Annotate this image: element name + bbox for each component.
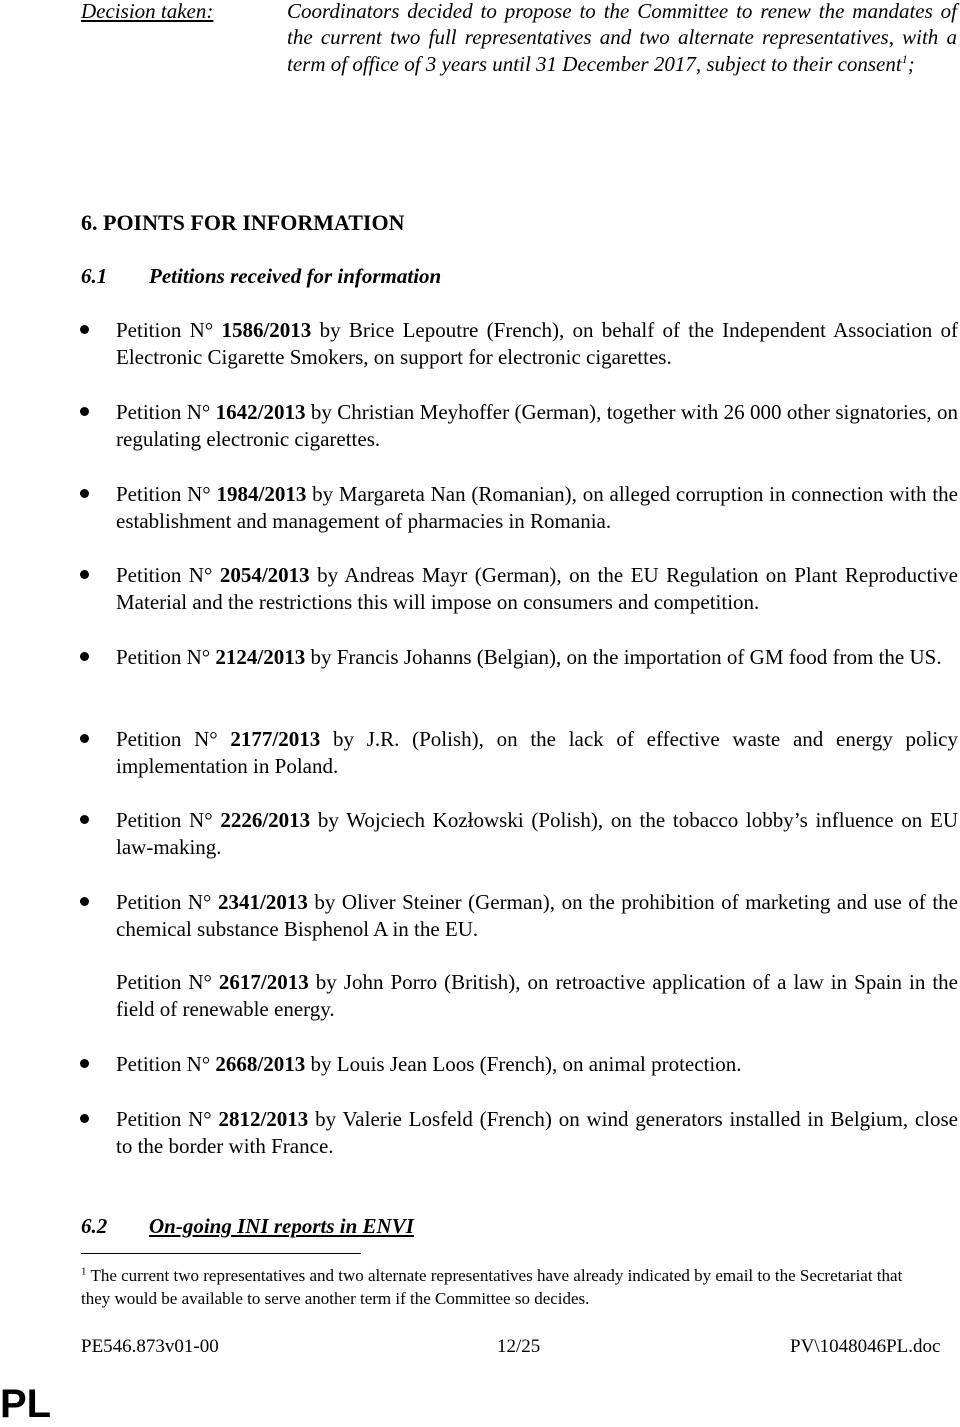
petition-prefix: Petition N° [116,318,222,342]
petition-number: 2226/2013 [220,808,311,832]
footer-document-reference: PE546.873v01-00 [81,1336,219,1357]
decision-text [287,0,957,77]
petition-number: 2054/2013 [219,563,310,587]
petition-prefix: Petition N° [116,890,218,914]
petition-item [116,1051,958,1078]
petition-text: by Brice Lepoutre (French), on behalf of the Independent Association of Electronic Cigarette Smokers, on support for electronic cigarettes. [116,318,958,370]
bullet [80,407,89,416]
bullet [80,652,89,661]
section-title: Petitions received for information [149,264,442,288]
petition-item [116,969,958,1024]
language-code: PL [0,1382,52,1426]
petition-number: 1642/2013 [215,400,306,424]
decision-end: ; [907,51,915,76]
petition-text: by Christian Meyhoffer (German), together with 26 000 other signatories, on regulating electronic cigarettes. [116,400,958,452]
footnote-text: The current two representatives and two alternate representatives have already indicated by email to the Secretariat that they would be available to serve another term if the Committee so decides. [81,1266,903,1308]
footer-file-name: PV\1048046PL.doc [790,1336,941,1357]
petition-number: 1586/2013 [221,318,312,342]
petition-item [116,481,958,536]
petition-prefix: Petition N° [116,808,221,832]
petition-text: by Francis Johanns (Belgian), on the importation of GM food from the US. [305,645,942,669]
petition-prefix: Petition N° [116,645,216,669]
bullet [80,1114,89,1123]
footnote-divider [81,1253,361,1254]
petition-item [116,1106,958,1161]
petition-number: 2124/2013 [215,645,306,669]
petition-item [116,807,958,862]
petition-number: 2812/2013 [218,1107,309,1131]
bullet [80,325,89,334]
petition-number: 1984/2013 [216,482,307,506]
footnote [81,1264,921,1310]
petition-number: 2617/2013 [218,970,309,994]
petition-item [116,889,958,944]
petition-number: 2668/2013 [215,1052,306,1076]
petition-item [116,562,958,617]
decision-body: Coordinators decided to propose to the Committee to renew the mandates of the current two full representatives and two alternate representatives, with a term of office of 3 years until 31 December 2017, subject to their consent [287,0,957,76]
petition-prefix: Petition N° [116,727,231,751]
petition-text: by Wojciech Kozłowski (Polish), on the tobacco lobby’s influence on EU law-making. [116,808,958,860]
petition-prefix: Petition N° [116,400,216,424]
section-6-1-heading [81,262,441,290]
footnote-mark: 1 [81,1265,87,1278]
footnote-reference[interactable]: 1 [901,51,908,66]
bullet [80,815,89,824]
section-title: On-going INI reports in ENVI [149,1214,414,1238]
petition-item [116,399,958,454]
petition-text: by Valerie Losfeld (French) on wind generators installed in Belgium, close to the border with France. [116,1107,959,1159]
petition-number: 2177/2013 [230,727,321,751]
petition-item [116,317,958,372]
petition-item [116,726,958,781]
petition-text: by Andreas Mayr (German), on the EU Regulation on Plant Reproductive Material and the restrictions this will impose on consumers and competition. [116,563,958,615]
petition-text: by Oliver Steiner (German), on the prohibition of marketing and use of the chemical substance Bisphenol A in the EU. [116,890,958,942]
petition-item [116,644,958,671]
bullet [80,897,89,906]
petition-prefix: Petition N° [116,1052,216,1076]
petition-text: by John Porro (British), on retroactive application of a law in Spain in the field of renewable energy. [116,970,958,1022]
section-6-heading: 6. POINTS FOR INFORMATION [81,210,405,235]
petition-prefix: Petition N° [116,563,220,587]
petition-text: by J.R. (Polish), on the lack of effective waste and energy policy implementation in Poland. [116,727,959,779]
bullet [80,570,89,579]
bullet [80,1059,89,1068]
section-number: 6.2 [81,1214,108,1238]
section-number: 6.1 [81,264,108,288]
petition-text: by Louis Jean Loos (French), on animal protection. [305,1052,742,1076]
decision-label: Decision taken: [81,0,214,23]
petition-text: by Margareta Nan (Romanian), on alleged corruption in connection with the establishment and management of pharmacies in Romania. [116,482,959,534]
bullet [80,734,89,743]
petition-prefix: Petition N° [116,1107,219,1131]
petition-number: 2341/2013 [218,890,308,914]
petition-prefix: Petition N° [116,970,219,994]
petition-prefix: Petition N° [116,482,217,506]
footer-page-number: 12/25 [497,1336,541,1357]
section-6-2-heading [81,1212,414,1240]
bullet [80,489,89,498]
